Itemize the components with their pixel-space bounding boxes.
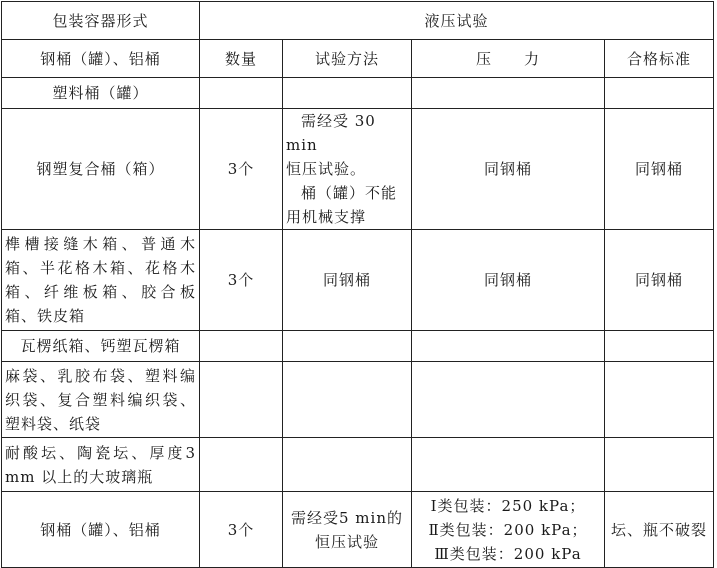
pressure-cell xyxy=(412,331,605,362)
container-cell: 麻袋、乳胶布袋、塑料编织袋、复合塑料编织袋、塑料袋、纸袋 xyxy=(2,362,200,438)
method-line: 恒压试验。 xyxy=(286,160,367,178)
method-cell xyxy=(283,78,412,109)
criteria-cell xyxy=(605,331,714,362)
pressure-line: Ⅰ类包装：250 kPa； xyxy=(430,496,586,515)
criteria-cell: 坛、瓶不破裂 xyxy=(605,492,714,568)
pressure-cell xyxy=(412,492,605,568)
container-cell: 耐酸坛、陶瓷坛、厚度3 mm 以上的大玻璃瓶 xyxy=(2,438,200,492)
method-cell xyxy=(283,492,412,568)
method-line: 用机械支撑 xyxy=(286,208,367,226)
hydraulic-test-table xyxy=(1,1,714,568)
criteria-cell: 同钢桶 xyxy=(605,230,714,331)
header-pressure: 压 力 xyxy=(412,40,605,78)
table-subheader-row xyxy=(2,40,714,78)
pressure-cell: 同钢桶 xyxy=(412,109,605,230)
table-row xyxy=(2,230,714,331)
container-cell: 钢桶（罐）、铝桶 xyxy=(2,492,200,568)
pressure-line: Ⅱ类包装：200 kPa； xyxy=(428,520,588,539)
quantity-cell: 3个 xyxy=(200,230,283,331)
header-hydraulic-test: 液压试验 xyxy=(200,2,714,40)
method-cell xyxy=(283,109,412,230)
method-cell xyxy=(283,438,412,492)
pressure-cell xyxy=(412,438,605,492)
criteria-cell xyxy=(605,438,714,492)
container-cell: 塑料桶（罐） xyxy=(2,78,200,109)
table-row xyxy=(2,438,714,492)
pressure-cell xyxy=(412,362,605,438)
method-line: 需经受 30 min xyxy=(286,112,376,154)
pressure-cell xyxy=(412,78,605,109)
table-row xyxy=(2,492,714,568)
table-row xyxy=(2,331,714,362)
pressure-cell: 同钢桶 xyxy=(412,230,605,331)
header-criteria: 合格标准 xyxy=(605,40,714,78)
quantity-cell xyxy=(200,331,283,362)
header-container-type: 包装容器形式 xyxy=(2,2,200,40)
header-quantity: 数量 xyxy=(200,40,283,78)
method-cell xyxy=(283,362,412,438)
criteria-cell: 同钢桶 xyxy=(605,109,714,230)
container-cell: 钢塑复合桶（箱） xyxy=(2,109,200,230)
quantity-cell: 3个 xyxy=(200,109,283,230)
container-cell: 瓦楞纸箱、钙塑瓦楞箱 xyxy=(2,331,200,362)
table-row xyxy=(2,362,714,438)
table-row xyxy=(2,78,714,109)
header-test-method: 试验方法 xyxy=(283,40,412,78)
quantity-cell xyxy=(200,438,283,492)
quantity-cell xyxy=(200,362,283,438)
method-cell: 同钢桶 xyxy=(283,230,412,331)
pressure-line: Ⅲ类包装：200 kPa xyxy=(434,544,582,563)
quantity-cell: 3个 xyxy=(200,492,283,568)
method-line: 恒压试验 xyxy=(314,532,379,551)
table-header-row xyxy=(2,2,714,40)
container-cell: 榫槽接缝木箱、普通木箱、半花格木箱、花格木箱、纤维板箱、胶合板箱、铁皮箱 xyxy=(2,230,200,331)
subheader-container: 钢桶（罐）、铝桶 xyxy=(2,40,200,78)
quantity-cell xyxy=(200,78,283,109)
criteria-cell xyxy=(605,362,714,438)
criteria-cell xyxy=(605,78,714,109)
method-line: 需经受5 min的 xyxy=(291,508,403,527)
table-row xyxy=(2,109,714,230)
method-cell xyxy=(283,331,412,362)
method-line: 桶（罐）不能 xyxy=(301,184,398,202)
